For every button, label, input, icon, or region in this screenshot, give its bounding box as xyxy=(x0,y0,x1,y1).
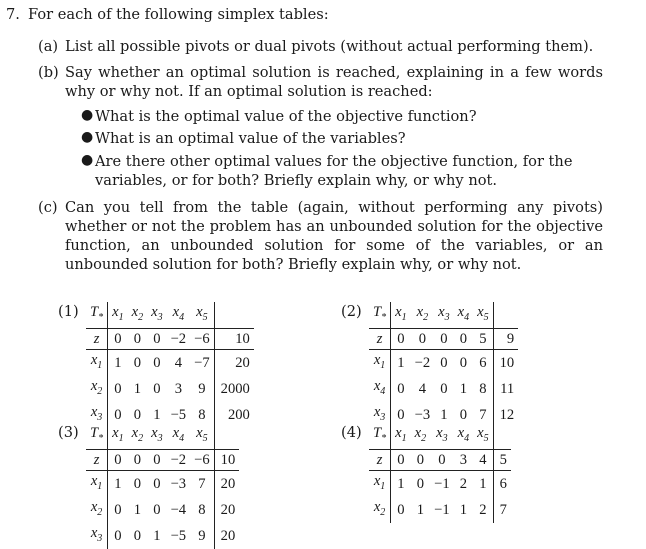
table-cell: −2 xyxy=(414,354,431,371)
table-cell: 4 xyxy=(174,354,182,371)
table-cell: 9 xyxy=(198,380,206,397)
part-b-bullet-1: What is the optimal value of the objective function? xyxy=(95,108,477,125)
problem-intro: For each of the following simplex tables: xyxy=(28,6,329,23)
column-header: $x_3$ xyxy=(147,423,166,449)
basis-row xyxy=(369,376,518,402)
table-cell: 0 xyxy=(133,527,141,544)
column-header: $x_3$ xyxy=(430,423,454,449)
simplex-table-2 xyxy=(369,302,518,428)
table-cell: 0 xyxy=(128,449,147,470)
column-header: $x_1$ xyxy=(391,302,411,328)
table-cell: 0 xyxy=(411,449,430,470)
table-cell: 8 xyxy=(198,501,206,518)
basis-row xyxy=(369,497,511,523)
row-label: $x_1$ xyxy=(369,349,391,375)
table-cell: 0 xyxy=(147,449,166,470)
table-cell: 5 xyxy=(473,328,493,349)
column-header: $x_3$ xyxy=(434,302,453,328)
table-cell: 8 xyxy=(479,380,487,397)
bullet-dot-3: ● xyxy=(81,152,94,168)
objective-row xyxy=(86,449,239,470)
basis-row xyxy=(86,349,254,375)
table-corner-label: $T_*$ xyxy=(369,423,391,449)
simplex-table-1 xyxy=(86,302,254,428)
table-cell: 0 xyxy=(391,449,411,470)
basis-row xyxy=(86,470,239,496)
table-header-row xyxy=(369,302,518,328)
table-cell: −5 xyxy=(170,406,187,423)
table-2-label: (2) xyxy=(341,303,362,320)
rhs-value: 7 xyxy=(493,497,511,523)
table-cell: 0 xyxy=(108,449,128,470)
table-cell: 7 xyxy=(198,475,206,492)
table-cell: 4 xyxy=(418,380,427,397)
rhs-value: 20 xyxy=(214,349,254,375)
column-header: $x_1$ xyxy=(108,302,128,328)
table-cell: 1 xyxy=(133,501,141,518)
row-label: z xyxy=(369,449,391,470)
table-cell: 7 xyxy=(479,406,487,423)
table-cell: 0 xyxy=(153,354,161,371)
column-header: $x_5$ xyxy=(473,423,493,449)
table-cell: 3 xyxy=(174,380,182,397)
part-a-text: List all possible pivots or dual pivots (without actual performing them). xyxy=(65,38,594,55)
rhs-value: 10 xyxy=(493,349,518,375)
table-corner-label: $T_*$ xyxy=(369,302,391,328)
table-corner-label: $T_*$ xyxy=(86,302,108,328)
row-label: z xyxy=(86,449,108,470)
table-cell: 0 xyxy=(114,501,122,518)
basis-row xyxy=(369,349,518,375)
basis-row xyxy=(86,523,239,549)
column-header: $x_5$ xyxy=(190,302,214,328)
table-cell: 1 xyxy=(133,380,141,397)
table-cell: 0 xyxy=(397,406,405,423)
table-cell: 1 xyxy=(397,475,405,492)
row-label: $x_1$ xyxy=(86,470,108,496)
rhs-value: 5 xyxy=(493,449,511,470)
table-cell: 3 xyxy=(454,449,473,470)
table-cell: 4 xyxy=(473,449,493,470)
rhs-header xyxy=(493,302,518,328)
rhs-value: 9 xyxy=(493,328,518,349)
table-cell: 1 xyxy=(440,406,448,423)
column-header: $x_2$ xyxy=(411,423,430,449)
table-cell: 1 xyxy=(416,501,424,518)
table-cell: −4 xyxy=(170,501,187,518)
row-label: $x_2$ xyxy=(369,497,391,523)
table-cell: 0 xyxy=(153,475,161,492)
table-cell: 0 xyxy=(133,406,141,423)
row-label: $x_2$ xyxy=(86,497,108,523)
column-header: $x_3$ xyxy=(147,302,166,328)
table-cell: 1 xyxy=(459,501,468,518)
rhs-value: 10 xyxy=(214,449,239,470)
row-label: $x_1$ xyxy=(86,349,108,375)
table-cell: 6 xyxy=(479,354,487,371)
rhs-header xyxy=(214,423,239,449)
rhs-value: 6 xyxy=(493,470,511,496)
simplex-table-3 xyxy=(86,423,239,549)
table-cell: 0 xyxy=(391,328,411,349)
table-cell: −2 xyxy=(167,449,191,470)
objective-row xyxy=(369,449,511,470)
column-header: $x_4$ xyxy=(454,423,473,449)
objective-row xyxy=(86,328,254,349)
table-cell: 2 xyxy=(479,501,487,518)
rhs-value: 2000 xyxy=(214,376,254,402)
table-cell: 0 xyxy=(133,354,141,371)
row-label: $x_4$ xyxy=(369,376,391,402)
table-corner-label: $T_*$ xyxy=(86,423,108,449)
part-b-bullet-3: Are there other optimal values for the objective function, for the variables, or for both? Briefly explain why, or why not. xyxy=(95,153,573,189)
table-cell: 0 xyxy=(128,328,147,349)
part-b-text: Say whether an optimal solution is reached, explaining in a few words why or why not. If an optimal solution is reached: xyxy=(65,64,603,100)
table-cell: 0 xyxy=(416,475,424,492)
rhs-header xyxy=(493,423,511,449)
table-cell: −6 xyxy=(190,328,214,349)
table-cell: 0 xyxy=(133,475,141,492)
rhs-value: 12 xyxy=(493,402,518,428)
column-header: $x_4$ xyxy=(454,302,473,328)
rhs-header xyxy=(214,302,254,328)
row-label: $x_1$ xyxy=(369,470,391,496)
table-cell: 2 xyxy=(459,475,468,492)
table-cell: 0 xyxy=(108,328,128,349)
table-cell: 0 xyxy=(397,380,405,397)
table-cell: 0 xyxy=(114,527,122,544)
column-header: $x_2$ xyxy=(128,302,147,328)
table-cell: 0 xyxy=(153,380,161,397)
simplex-table-4 xyxy=(369,423,511,523)
table-cell: −3 xyxy=(414,406,431,423)
table-cell: 1 xyxy=(153,406,161,423)
table-cell: −2 xyxy=(167,328,191,349)
table-cell: 8 xyxy=(198,406,206,423)
rhs-value: 11 xyxy=(493,376,518,402)
table-4-label: (4) xyxy=(341,424,362,441)
row-label: $x_3$ xyxy=(86,523,108,549)
basis-row xyxy=(369,470,511,496)
table-cell: 1 xyxy=(114,475,122,492)
part-b-bullet-2: What is an optimal value of the variables? xyxy=(95,130,406,147)
row-label: z xyxy=(369,328,391,349)
table-cell: 0 xyxy=(434,328,453,349)
table-cell: 0 xyxy=(153,501,161,518)
table-cell: 0 xyxy=(440,380,448,397)
row-label: z xyxy=(86,328,108,349)
rhs-value: 20 xyxy=(214,523,239,549)
table-cell: 0 xyxy=(397,501,405,518)
table-cell: −6 xyxy=(190,449,214,470)
rhs-value: 10 xyxy=(214,328,254,349)
basis-row xyxy=(86,376,254,402)
table-cell: −1 xyxy=(434,501,450,518)
table-header-row xyxy=(86,423,239,449)
row-label: $x_2$ xyxy=(86,376,108,402)
table-header-row xyxy=(369,423,511,449)
table-cell: 0 xyxy=(459,406,468,423)
table-cell: 9 xyxy=(198,527,206,544)
column-header: $x_5$ xyxy=(190,423,214,449)
row-label: $x_3$ xyxy=(86,402,108,428)
table-cell: 1 xyxy=(459,380,468,397)
table-cell: 1 xyxy=(153,527,161,544)
part-c-text: Can you tell from the table (again, without performing any pivots) whether or not the problem has an unbounded solution for the objective function, an unbounded solution for some of the variables, or an unbounded solution for both? Briefly explain why, or why not. xyxy=(65,199,603,273)
problem-number: 7. xyxy=(6,6,20,23)
table-1-label: (1) xyxy=(58,303,79,320)
bullet-dot-1: ● xyxy=(81,107,94,123)
rhs-value: 200 xyxy=(214,402,254,428)
objective-row xyxy=(369,328,518,349)
bullet-dot-2: ● xyxy=(81,129,94,145)
basis-row xyxy=(86,497,239,523)
table-header-row xyxy=(86,302,254,328)
part-b-label: (b) xyxy=(38,64,59,81)
column-header: $x_1$ xyxy=(391,423,411,449)
column-header: $x_1$ xyxy=(108,423,128,449)
part-c-label: (c) xyxy=(38,199,58,216)
rhs-value: 20 xyxy=(214,497,239,523)
rhs-value: 20 xyxy=(214,470,239,496)
table-cell: −7 xyxy=(194,354,210,371)
column-header: $x_2$ xyxy=(128,423,147,449)
table-cell: 0 xyxy=(114,406,122,423)
table-cell: 0 xyxy=(454,328,473,349)
table-cell: 0 xyxy=(147,328,166,349)
column-header: $x_5$ xyxy=(473,302,493,328)
table-cell: 0 xyxy=(430,449,454,470)
table-cell: 0 xyxy=(411,328,435,349)
row-label: $x_3$ xyxy=(369,402,391,428)
column-header: $x_4$ xyxy=(167,423,191,449)
table-cell: 1 xyxy=(114,354,122,371)
table-cell: 0 xyxy=(114,380,122,397)
table-3-label: (3) xyxy=(58,424,79,441)
table-cell: 0 xyxy=(459,354,468,371)
column-header: $x_2$ xyxy=(411,302,435,328)
column-header: $x_4$ xyxy=(167,302,191,328)
table-cell: −1 xyxy=(434,475,450,492)
table-cell: 1 xyxy=(479,475,487,492)
table-cell: 1 xyxy=(397,354,405,371)
table-cell: −3 xyxy=(170,475,187,492)
table-cell: −5 xyxy=(170,527,187,544)
part-a-label: (a) xyxy=(38,38,59,55)
table-cell: 0 xyxy=(440,354,448,371)
